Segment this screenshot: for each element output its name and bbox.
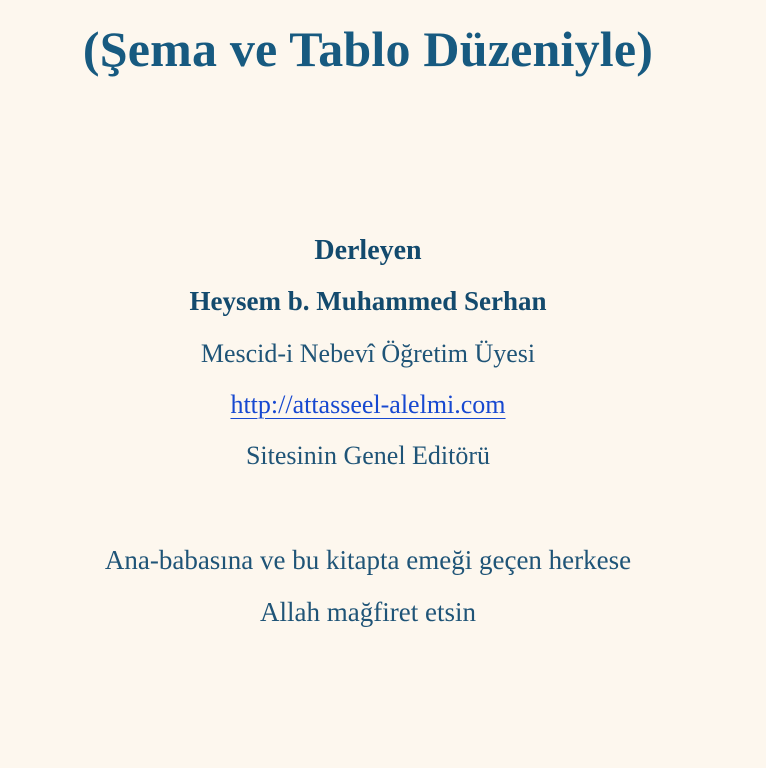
website-description: Sitesinin Genel Editörü	[245, 441, 491, 470]
author-role: Mescid-i Nebevî Öğretim Üyesi	[200, 339, 536, 368]
dedication-line-1: Ana-babasına ve bu kitapta emeği geçen herkese	[104, 545, 632, 575]
page-title: (Şema ve Tablo Düzeniyle)	[82, 21, 654, 77]
author-name: Heysem b. Muhammed Serhan	[189, 286, 547, 316]
compiled-by-label: Derleyen	[314, 235, 422, 266]
website-link[interactable]: http://attasseel-alelmi.com	[230, 390, 506, 419]
website-line	[0, 379, 736, 431]
credits-block	[0, 228, 736, 481]
dedication-block	[0, 534, 736, 638]
dedication-line-2: Allah mağfiret etsin	[260, 597, 476, 627]
